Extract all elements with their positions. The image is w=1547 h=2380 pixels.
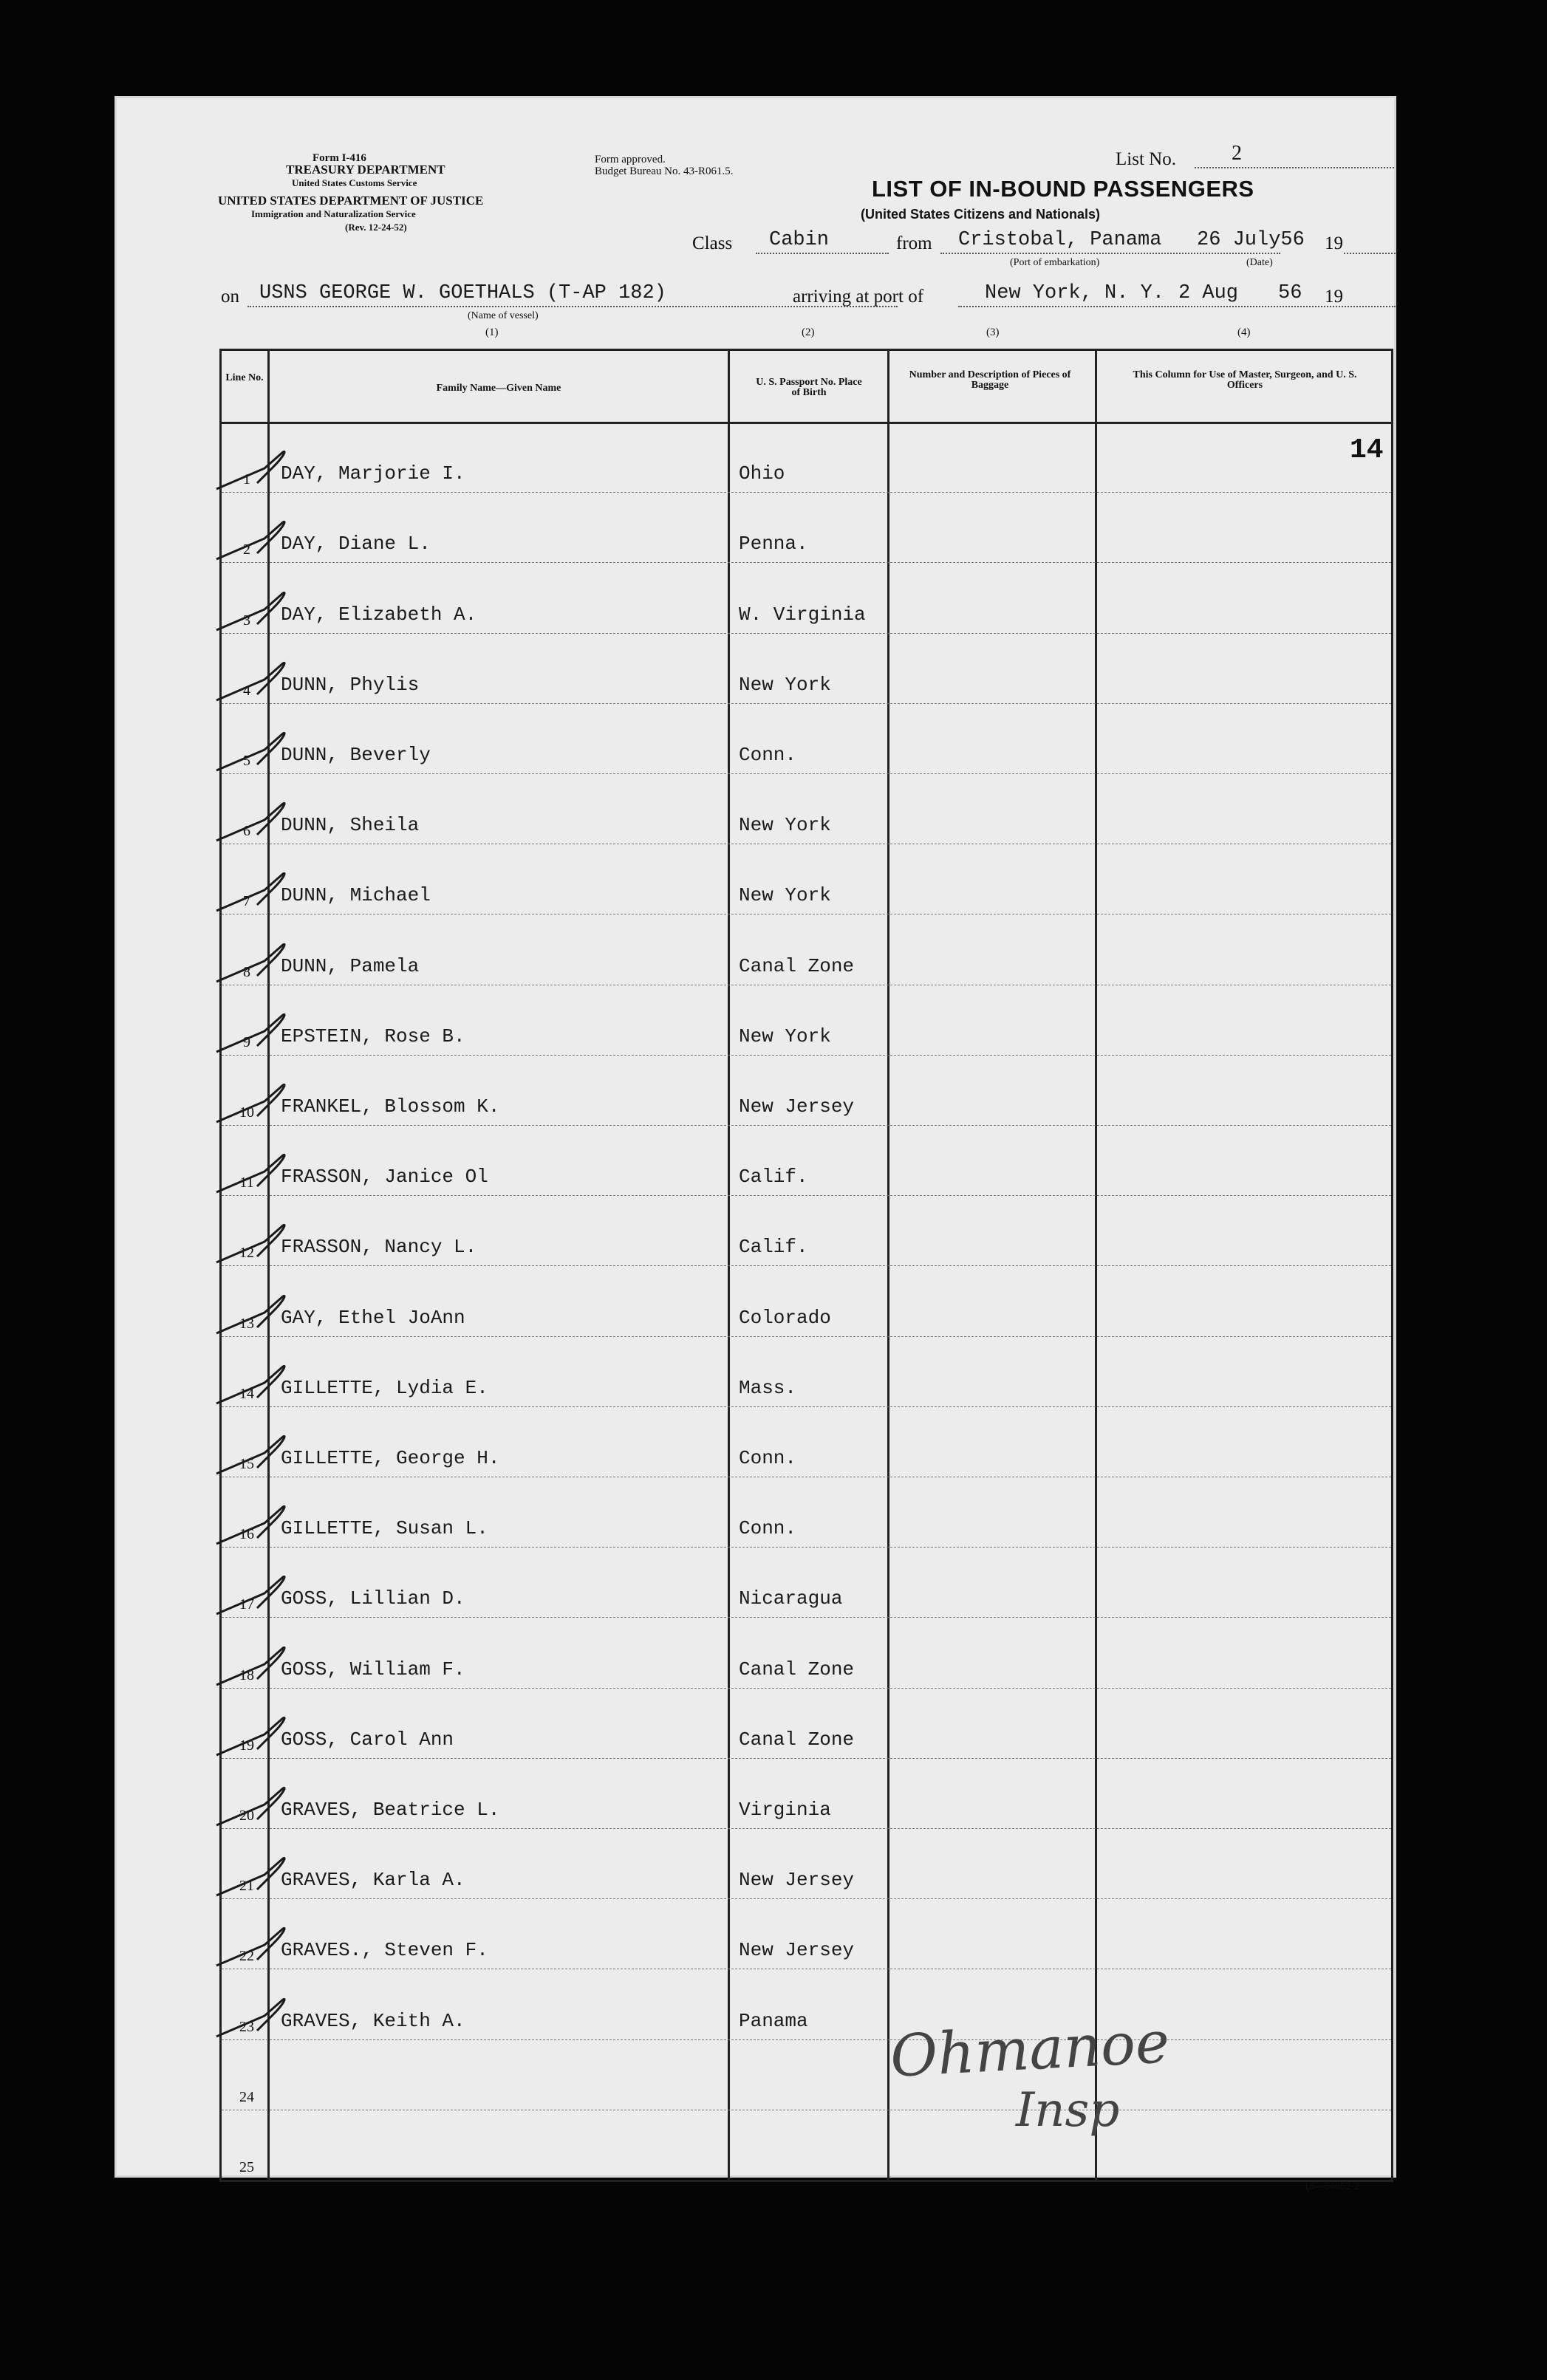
passenger-name: GAY, Ethel JoAnn [281,1306,465,1329]
header-officers: This Column for Use of Master, Surgeon, and U. S. Officers [1133,369,1357,391]
check-stroke [216,1788,284,1825]
header-line-no: Line No. [225,372,264,383]
check-mark [213,1853,324,1897]
place-of-birth: New York [739,673,831,696]
arrival-date: 2 Aug [1178,282,1239,304]
col-number: (1) [485,326,499,338]
manifest-page [115,96,1396,2192]
passenger-name: DUNN, Sheila [281,814,420,837]
line-number: 17 [239,1596,254,1613]
arrival-port: New York, N. Y. [985,282,1165,304]
place-of-birth: Conn. [739,743,797,766]
year-label: 19 [1325,233,1343,253]
check-mark [213,1642,324,1686]
table-row [222,1195,1391,1266]
line-number: 16 [239,1526,254,1543]
table-row [222,1125,1391,1196]
port-line [958,306,1396,307]
place-of-birth: Canal Zone [739,1658,855,1680]
table-row [222,492,1391,563]
line-number: 14 [239,1385,254,1402]
check-mark [213,1571,324,1615]
place-of-birth: Ohio [739,462,785,485]
justice-dept: UNITED STATES DEPARTMENT OF JUSTICE [218,194,484,208]
revision: (Rev. 12-24-52) [345,222,407,233]
passenger-name: DAY, Elizabeth A. [281,603,477,626]
check-mark [213,516,324,561]
check-mark [213,1220,324,1264]
passenger-name: DAY, Diane L. [281,533,431,555]
table-row [222,562,1391,633]
check-mark [213,728,324,772]
col-number: (3) [986,326,1000,338]
check-stroke [216,944,284,982]
line-number: 25 [239,2158,254,2175]
line-number: 8 [243,963,250,980]
table-row [222,1265,1391,1336]
line-number: 2 [243,541,250,558]
check-mark [213,939,324,983]
year2-label: 19 [1325,287,1343,307]
check-mark [213,1782,324,1827]
check-stroke [216,1507,284,1545]
header-baggage: Number and Description of Pieces of Baggage [909,369,1071,391]
check-mark [213,1712,324,1757]
line-number: 6 [243,823,250,840]
place-of-birth: Canal Zone [739,1728,855,1751]
col-number: (4) [1237,326,1251,338]
table-row [222,2039,1391,2110]
place-of-birth: Colorado [739,1306,831,1329]
check-mark [213,1431,324,1475]
check-stroke [216,663,284,700]
line-number: 5 [243,752,250,769]
line-number: 9 [243,1033,250,1050]
passenger-name: GRAVES, Karla A. [281,1869,465,1892]
page-title: LIST OF IN-BOUND PASSENGERS [872,176,1254,202]
list-no-label: List No. [1116,149,1176,169]
check-mark [213,1501,324,1545]
passenger-name: DUNN, Michael [281,884,431,907]
place-of-birth: Panama [739,2009,808,2032]
year-line [1344,253,1396,254]
form-number: Form I-416 [313,152,366,164]
line-number: 18 [239,1666,254,1683]
passenger-name: EPSTEIN, Rose B. [281,1025,465,1047]
table-row [222,1898,1391,1969]
check-stroke [216,874,284,912]
place-of-birth: Nicaragua [739,1587,843,1610]
line-number: 3 [243,612,250,629]
check-stroke [216,1577,284,1615]
check-stroke [216,1225,284,1263]
class-value: Cabin [769,229,830,251]
passenger-name: GRAVES, Keith A. [281,2009,465,2032]
port-embarkation-caption: (Port of embarkation) [1010,257,1100,268]
place-of-birth: W. Virginia [739,603,866,626]
passenger-name: GOSS, Carol Ann [281,1728,454,1751]
passenger-name: DUNN, Phylis [281,673,420,696]
table-row [222,844,1391,914]
passenger-name: GILLETTE, Susan L. [281,1517,488,1540]
check-mark [213,798,324,842]
passenger-name: FRASSON, Nancy L. [281,1236,477,1259]
list-no-line [1195,167,1394,168]
list-no-value: 2 [1232,142,1242,165]
place-of-birth: Mass. [739,1376,797,1399]
check-mark [213,587,324,632]
table-row [222,633,1391,704]
check-stroke [216,804,284,841]
check-stroke [216,1999,284,2037]
check-stroke [216,1155,284,1193]
line-number: 10 [239,1104,254,1121]
line-number: 12 [239,1245,254,1262]
line-number: 19 [239,1737,254,1754]
table-row [222,1336,1391,1407]
passenger-name: FRASSON, Janice Ol [281,1166,488,1189]
table-row [222,1055,1391,1126]
place-of-birth: Virginia [739,1798,831,1821]
col-number: (2) [802,326,815,338]
date-value: 26 July56 [1197,229,1305,251]
place-of-birth: New Jersey [739,1869,855,1892]
page-subtitle: (United States Citizens and Nationals) [861,207,1101,222]
header-passport: U. S. Passport No. Place of Birth [756,377,862,398]
header-name: Family Name—Given Name [436,383,561,394]
table-row [222,1477,1391,1548]
check-stroke [216,1717,284,1755]
place-of-birth: New York [739,884,831,907]
arriving-label: arriving at port of [793,287,924,307]
line-number: 21 [239,1878,254,1895]
table-row [222,1688,1391,1759]
passenger-name: GOSS, William F. [281,1658,465,1680]
line-number: 11 [239,1174,254,1191]
check-mark [213,657,324,702]
check-stroke [216,733,284,770]
check-mark [213,1079,324,1124]
line-number: 24 [239,2088,254,2105]
passenger-name: GOSS, Lillian D. [281,1587,465,1610]
line-number: 4 [243,682,250,699]
passenger-name: GILLETTE, George H. [281,1446,500,1469]
place-of-birth: New Jersey [739,1095,855,1118]
check-mark [213,1361,324,1405]
passenger-name: GRAVES, Beatrice L. [281,1798,500,1821]
passenger-table [219,349,1393,2182]
footer-code: 16—54052-2 [1304,2181,1360,2192]
check-stroke [216,452,284,490]
on-label: on [221,287,239,307]
passenger-name: GRAVES., Steven F. [281,1939,488,1962]
table-row [222,422,1391,493]
check-stroke [216,1858,284,1896]
table-row [222,773,1391,844]
line-number: 15 [239,1455,254,1472]
check-stroke [216,522,284,560]
line-number: 23 [239,2018,254,2035]
from-label: from [896,233,932,253]
table-row [222,1547,1391,1618]
place-of-birth: Conn. [739,1517,797,1540]
vessel-name: USNS GEORGE W. GOETHALS (T-AP 182) [259,282,666,304]
check-stroke [216,1296,284,1333]
arrival-year: 56 [1278,282,1302,304]
from-line [940,253,1280,254]
place-of-birth: New York [739,1025,831,1047]
table-row [222,1758,1391,1829]
passenger-name: DUNN, Pamela [281,954,420,977]
table-row [222,1406,1391,1477]
budget-bureau: Budget Bureau No. 43-R061.5. [595,165,734,177]
line-number: 13 [239,1315,254,1332]
check-stroke [216,1014,284,1052]
check-mark [213,1009,324,1053]
passenger-name: FRANKEL, Blossom K. [281,1095,500,1118]
ins-service: Immigration and Naturalization Service [251,208,416,219]
line-number: 22 [239,1948,254,1965]
line-number: 1 [243,471,250,488]
passenger-name: DUNN, Beverly [281,743,431,766]
table-row [222,1828,1391,1899]
check-mark [213,1994,324,2038]
passenger-name: DAY, Marjorie I. [281,462,465,485]
check-mark [213,1149,324,1194]
place-of-birth: New Jersey [739,1939,855,1962]
form-approved: Form approved. [595,154,666,165]
table-row [222,703,1391,774]
table-row [222,1969,1391,2039]
table-row [222,985,1391,1056]
line-number: 7 [243,893,250,910]
date-caption: (Date) [1246,257,1273,268]
check-stroke [216,1436,284,1474]
inspector-signature: Ohmanoe [888,2009,1172,2090]
place-of-birth: Penna. [739,533,808,555]
check-mark [213,868,324,912]
check-mark [213,1923,324,1967]
class-label: Class [692,233,733,253]
from-value: Cristobal, Panama [958,229,1162,251]
check-stroke [216,1366,284,1403]
check-stroke [216,1929,284,1966]
inspector-title: Insp [1016,2083,1120,2138]
class-line [756,253,889,254]
place-of-birth: New York [739,814,831,837]
table-row [222,914,1391,985]
treasury-dept: TREASURY DEPARTMENT [286,163,445,177]
page-mark: 14 [1350,434,1384,466]
place-of-birth: Calif. [739,1166,808,1189]
place-of-birth: Canal Zone [739,954,855,977]
place-of-birth: Conn. [739,1446,797,1469]
table-row [222,2110,1391,2180]
table-row [222,1617,1391,1688]
check-stroke [216,592,284,630]
passenger-name: GILLETTE, Lydia E. [281,1376,488,1399]
check-mark [213,1290,324,1335]
vessel-caption: (Name of vessel) [468,310,539,321]
check-stroke [216,1084,284,1122]
place-of-birth: Calif. [739,1236,808,1259]
customs-service: United States Customs Service [292,177,417,188]
check-stroke [216,1647,284,1685]
line-number: 20 [239,1807,254,1824]
check-mark [213,446,324,490]
